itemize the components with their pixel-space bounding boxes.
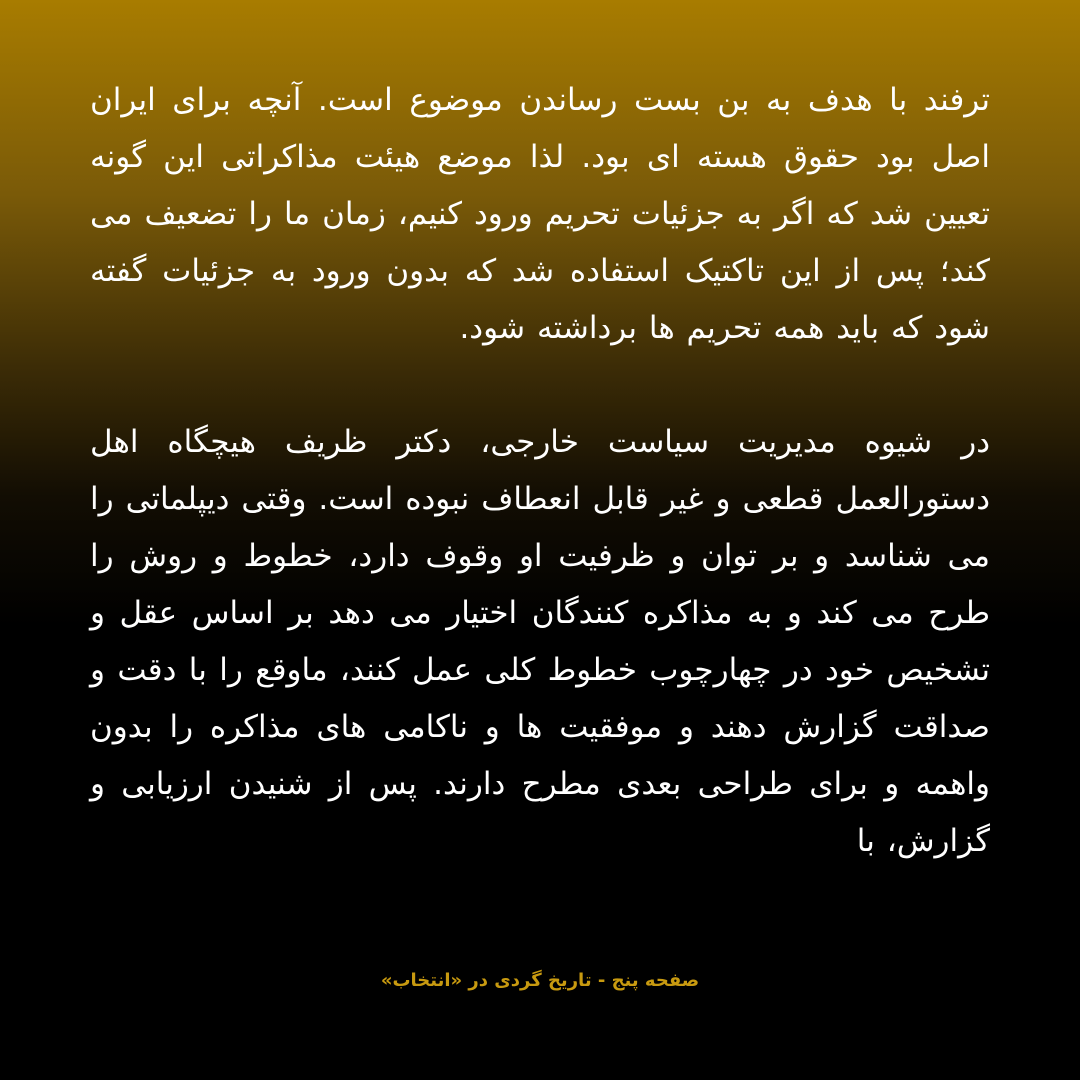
article-body [90,72,990,870]
article-paragraph-1: ترفند با هدف به بن بست رساندن موضوع است. آنچه برای ایران اصل بود حقوق هسته ای بود. لذا موضع هیئت مذاکراتی این گونه تعیین شد که اگر به جزئیات تحریم ورود کنیم، زمان ما را تضعیف می کند؛ پس از این تاکتیک استفاده شد که بدون ورود به جزئیات گفته شود که باید همه تحریم ها برداشته شود. [90,82,990,346]
page-footer-caption: صفحه پنج - تاریخ گردی در «انتخاب» [380,970,700,991]
article-paragraph-2: در شیوه مدیریت سیاست خارجی، دکتر ظریف هیچگاه اهل دستورالعمل قطعی و غیر قابل انعطاف نبوده است. وقتی دیپلماتی را می شناسد و بر توان و ظرفیت او وقوف دارد، خطوط و روش را طرح می کند و به مذاکره کنندگان اختیار می دهد بر اساس عقل و تشخیص خود در چهارچوب خطوط کلی عمل کنند، ماوقع را با دقت و صداقت گزارش دهند و موفقیت ها و ناکامی های مذاکره را بدون واهمه و برای طراحی بعدی مطرح دارند. پس از شنیدن ارزیابی و گزارش، با [90,424,990,859]
